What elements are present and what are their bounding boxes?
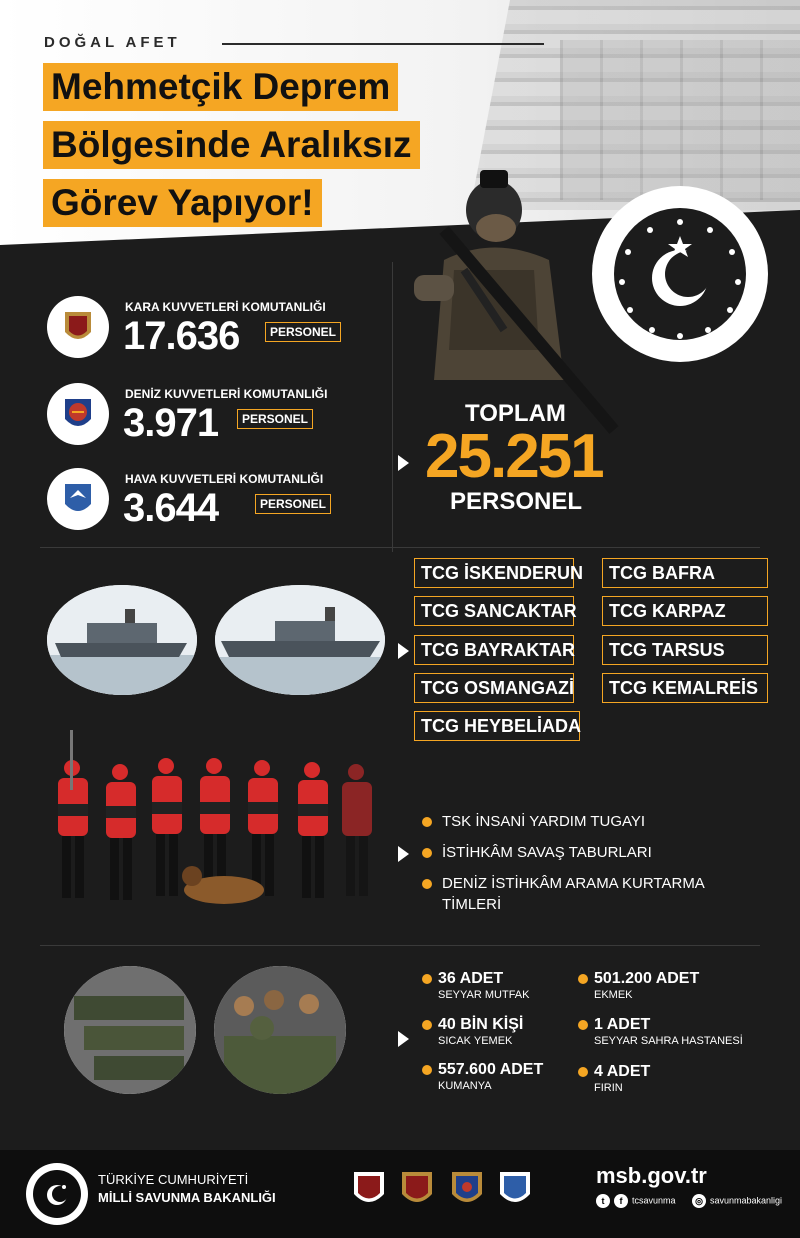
branch-unit: PERSONEL [265,322,341,342]
ship-photo-1 [47,585,197,695]
air-forces-emblem-icon [47,468,109,530]
stat-label: SEYYAR SAHRA HASTANESİ [594,1035,743,1047]
total-unit: PERSONEL [450,488,583,515]
unit-item [422,813,645,830]
branch-name: KARA KUVVETLERİ KOMUTANLIĞI [125,300,326,314]
ship-label: TCG OSMANGAZİ [414,673,574,703]
section-divider [40,945,760,946]
unit-item [422,875,705,892]
branch-count: 17.636 [123,314,240,358]
title-line-3: Görev Yapıyor! [43,179,322,227]
arrow-icon [398,643,409,659]
ship-label: TCG KARPAZ [602,596,768,626]
stat-item [594,1063,650,1094]
branch-naval-forces [47,383,387,453]
ship-label: TCG İSKENDERUN [414,558,574,588]
stat-label: EKMEK [594,989,633,1001]
msb-emblem [592,186,768,362]
ship-label: TCG KEMALREİS [602,673,768,703]
crescent-star-icon [592,186,768,362]
branch-name: DENİZ KUVVETLERİ KOMUTANLIĞI [125,387,328,401]
kicker-divider [222,43,544,45]
bullet-dot-icon [422,879,432,889]
ship-label: TCG BAFRA [602,558,768,588]
branch-name: HAVA KUVVETLERİ KOMUTANLIĞI [125,472,324,486]
ship-label: TCG BAYRAKTAR [414,635,574,665]
arrow-icon [398,455,409,471]
stat-label: KUMANYA [438,1080,492,1092]
bullet-dot-icon [422,848,432,858]
bullet-dot-icon [422,817,432,827]
msb-emblem-icon [26,1163,88,1225]
footer-line-1: TÜRKİYE CUMHURİYETİ [98,1172,249,1187]
social-twitter-facebook[interactable] [596,1194,676,1208]
ship-label: TCG HEYBELİADA [414,711,580,741]
naval-forces-emblem-icon [47,383,109,445]
arrow-icon [398,1031,409,1047]
bullet-dot-icon [422,1020,432,1030]
naval-forces-shield-icon [450,1170,484,1210]
section-divider [40,547,760,548]
land-forces-emblem-icon [47,296,109,358]
bullet-dot-icon [578,974,588,984]
stat-label: FIRIN [594,1082,623,1094]
social-handle-2: savunmabakanligi [710,1195,783,1206]
stat-value: 36 ADET [438,970,504,987]
instagram-icon[interactable]: ◎ [692,1194,706,1208]
total-count: 25.251 [425,422,603,491]
vertical-divider [392,262,393,552]
air-forces-shield-icon [498,1170,532,1210]
stat-item [438,1016,523,1047]
social-instagram[interactable] [692,1194,782,1208]
stat-label: SEYYAR MUTFAK [438,989,530,1001]
bullet-dot-icon [422,1065,432,1075]
stat-label: SICAK YEMEK [438,1035,513,1047]
stat-item [438,1061,543,1092]
title-line-1: Mehmetçik Deprem [43,63,398,111]
unit-item [422,844,652,861]
field-kitchen-photo [64,966,196,1094]
footer-line-2: MİLLİ SAVUNMA BAKANLIĞI [98,1190,276,1205]
bullet-dot-icon [578,1067,588,1077]
bullet-dot-icon [422,974,432,984]
branch-unit: PERSONEL [255,494,331,514]
stat-item [594,1016,743,1047]
unit-label: DENİZ İSTİHKÂM ARAMA KURTARMA [442,875,705,892]
unit-label: TSK İNSANİ YARDIM TUGAYI [442,813,646,830]
arrow-icon [398,846,409,862]
title-line-2: Bölgesinde Aralıksız [43,121,420,169]
branch-air-forces [47,468,387,538]
kicker-text: DOĞAL AFET [44,34,181,51]
ship-photo-2 [215,585,385,695]
branch-count: 3.971 [123,401,219,445]
crescent-star-icon [26,1163,88,1225]
unit-label: İSTİHKÂM SAVAŞ TABURLARI [442,844,652,861]
facebook-icon[interactable]: f [614,1194,628,1208]
social-handle-1: tcsavunma [632,1195,676,1206]
twitter-icon[interactable]: t [596,1194,610,1208]
food-distribution-photo [214,966,346,1094]
stat-value: 4 ADET [594,1063,651,1080]
stat-value: 40 BİN KİŞİ [438,1016,524,1033]
footer [0,1150,800,1238]
stat-item [594,970,699,1001]
branch-unit: PERSONEL [237,409,313,429]
stat-value: 501.200 ADET [594,970,700,987]
land-forces-shield-icon [400,1170,434,1210]
ship-label: TCG TARSUS [602,635,768,665]
bullet-dot-icon [578,1020,588,1030]
unit-item-continuation: TİMLERİ [442,896,502,913]
website-link[interactable]: msb.gov.tr [596,1163,707,1188]
stat-value: 557.600 ADET [438,1061,544,1078]
total-label: TOPLAM [465,400,566,427]
rescue-team-photo [44,730,389,930]
branch-count: 3.644 [123,486,219,530]
ship-label: TCG SANCAKTAR [414,596,574,626]
branch-land-forces [47,296,387,366]
stat-value: 1 ADET [594,1016,651,1033]
stat-item [438,970,529,1001]
general-staff-shield-icon [352,1170,386,1210]
